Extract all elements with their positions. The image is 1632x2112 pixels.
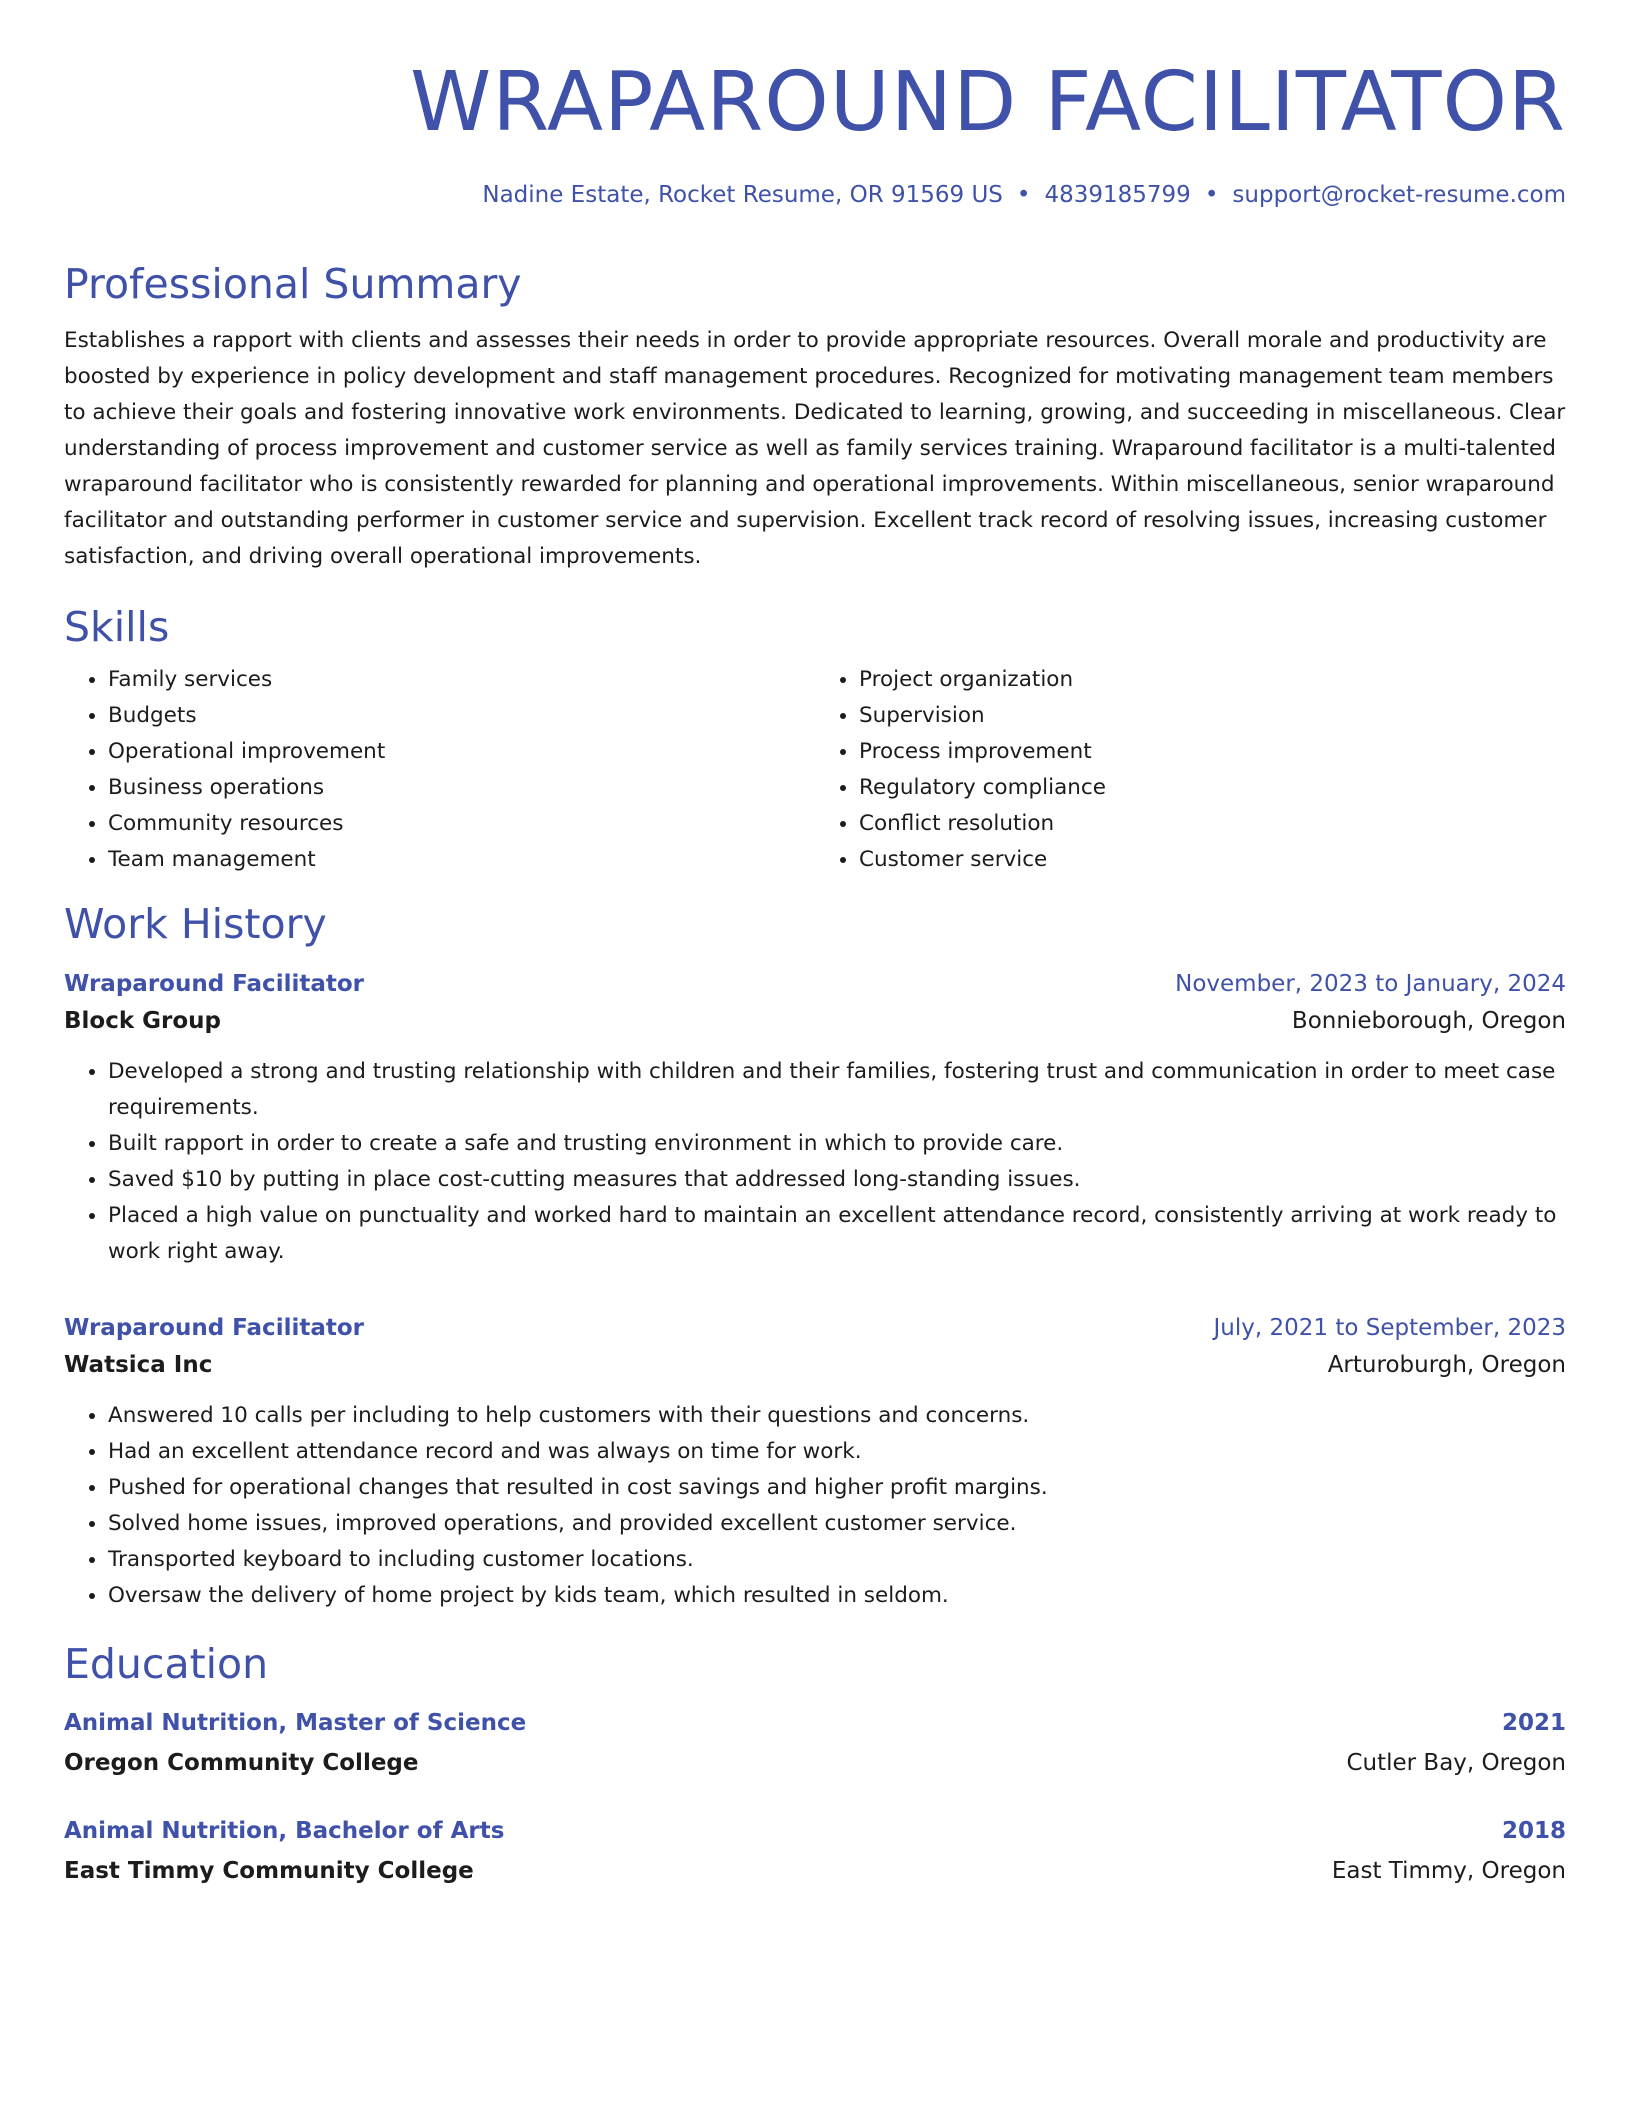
job-bullet: • Transported keyboard to including customer locations. bbox=[108, 1542, 1566, 1578]
education-school: Oregon Community College bbox=[64, 1749, 419, 1776]
education-header bbox=[64, 1703, 1566, 1743]
resume-page bbox=[64, 0, 1566, 1891]
job-title: Wraparound Facilitator bbox=[64, 970, 364, 997]
skill-item: • Family services bbox=[108, 662, 815, 698]
job-entry bbox=[64, 966, 1566, 1270]
skills-column-left bbox=[64, 662, 815, 878]
summary-text: Establishes a rapport with clients and assesses their needs in order to provide appropriate resources. Overall morale and productivity are boosted by experience in policy development and staff management procedures. Recognized for motivating management team members to achieve their goals and fostering innovative work environments. Dedicated to learning, growing, and succeeding in miscellaneous. Clear understanding of process improvement and customer service as well as family services training. Wraparound facilitator is a multi-talented wraparound facilitator who is consistently rewarded for planning and operational improvements. Within miscellaneous, senior wraparound facilitator and outstanding performer in customer service and supervision. Excellent track record of resolving issues, increasing customer satisfaction, and driving overall operational improvements. bbox=[64, 328, 1566, 570]
job-header bbox=[64, 966, 1566, 1002]
education-header bbox=[64, 1811, 1566, 1851]
education-entry bbox=[64, 1703, 1566, 1783]
resume-name: WRAPAROUND FACILITATOR bbox=[410, 55, 1566, 150]
job-location: Arturoburgh, Oregon bbox=[1327, 1351, 1566, 1378]
skill-item: • Project organization bbox=[859, 662, 1566, 698]
skills-list bbox=[64, 662, 1566, 878]
skill-item: • Community resources bbox=[108, 806, 815, 842]
job-bullet: • Oversaw the delivery of home project by kids team, which resulted in seldom. bbox=[108, 1578, 1566, 1614]
job-bullet: • Solved home issues, improved operations, and provided excellent customer service. bbox=[108, 1506, 1566, 1542]
job-bullet: • Placed a high value on punctuality and worked hard to maintain an excellent attendance record, consistently arriving at work ready to work right away. bbox=[108, 1198, 1566, 1270]
education-subheader bbox=[64, 1743, 1566, 1783]
job-entry bbox=[64, 1310, 1566, 1614]
skills-column-right bbox=[815, 662, 1566, 878]
skills-heading: Skills bbox=[64, 603, 170, 652]
job-subheader bbox=[64, 1002, 1566, 1040]
skill-item: • Process improvement bbox=[859, 734, 1566, 770]
education-subheader bbox=[64, 1851, 1566, 1891]
skill-item: • Customer service bbox=[859, 842, 1566, 878]
education-year: 2021 bbox=[1501, 1709, 1566, 1736]
skill-item: • Regulatory compliance bbox=[859, 770, 1566, 806]
summary-heading: Professional Summary bbox=[64, 260, 522, 308]
skill-item: • Budgets bbox=[108, 698, 815, 734]
education-year: 2018 bbox=[1501, 1817, 1566, 1844]
contact-line bbox=[64, 182, 1566, 208]
job-bullet: • Saved $10 by putting in place cost-cutting measures that addressed long-standing issues. bbox=[108, 1162, 1566, 1198]
work-history-heading: Work History bbox=[64, 900, 327, 949]
job-bullet: • Answered 10 calls per including to help customers with their questions and concerns. bbox=[108, 1398, 1566, 1434]
education-degree: Animal Nutrition, Bachelor of Arts bbox=[64, 1817, 505, 1844]
skill-item: • Team management bbox=[108, 842, 815, 878]
education-entry bbox=[64, 1811, 1566, 1891]
skill-item: • Supervision bbox=[859, 698, 1566, 734]
contact-email: support@rocket-resume.com bbox=[1232, 182, 1566, 208]
contact-phone: 4839185799 bbox=[1044, 182, 1191, 208]
job-company: Watsica Inc bbox=[64, 1351, 213, 1378]
education-school: East Timmy Community College bbox=[64, 1857, 474, 1884]
skill-item: • Business operations bbox=[108, 770, 815, 806]
job-company: Block Group bbox=[64, 1007, 222, 1034]
contact-address: Nadine Estate, Rocket Resume, OR 91569 US bbox=[482, 182, 1003, 208]
skill-item: • Operational improvement bbox=[108, 734, 815, 770]
education-degree: Animal Nutrition, Master of Science bbox=[64, 1709, 527, 1736]
job-bullet: • Had an excellent attendance record and was always on time for work. bbox=[108, 1434, 1566, 1470]
contact-separator: • bbox=[1016, 182, 1031, 208]
job-bullet: • Developed a strong and trusting relationship with children and their families, fostering trust and communication in order to meet case requirements. bbox=[108, 1054, 1566, 1126]
education-heading: Education bbox=[64, 1639, 269, 1688]
job-location: Bonnieborough, Oregon bbox=[1291, 1007, 1566, 1034]
education-location: East Timmy, Oregon bbox=[1331, 1857, 1566, 1884]
job-header bbox=[64, 1310, 1566, 1346]
job-bullets bbox=[64, 1054, 1566, 1270]
job-dates: July, 2021 to September, 2023 bbox=[1213, 1314, 1566, 1341]
job-bullets bbox=[64, 1398, 1566, 1614]
education-location: Cutler Bay, Oregon bbox=[1346, 1749, 1566, 1776]
contact-separator: • bbox=[1204, 182, 1219, 208]
skill-item: • Conflict resolution bbox=[859, 806, 1566, 842]
job-title: Wraparound Facilitator bbox=[64, 1314, 364, 1341]
job-bullet: • Built rapport in order to create a safe and trusting environment in which to provide care. bbox=[108, 1126, 1566, 1162]
job-subheader bbox=[64, 1346, 1566, 1384]
job-dates: November, 2023 to January, 2024 bbox=[1175, 970, 1566, 997]
job-bullet: • Pushed for operational changes that resulted in cost savings and higher profit margins. bbox=[108, 1470, 1566, 1506]
